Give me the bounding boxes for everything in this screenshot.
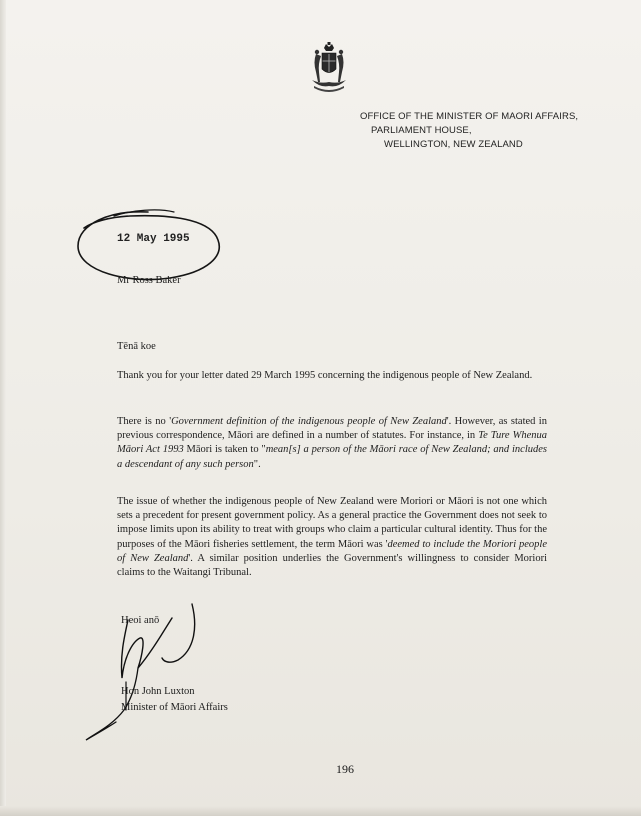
p3-text-a: The issue of whether the indigenous people of New Zealand were Moriori or Māori is not one which sets a precedent for present government policy. As a general practice the Government does not seek to impose limits upon its ability to treat with groups who claim a particular cultural identity. Thus for the purposes of the Māori fisheries settlement, the term Māori was ' [117, 496, 547, 550]
p2-text-g: ". [253, 458, 261, 470]
closing-phrase: Heoi anō [121, 615, 160, 626]
p2-quote-statute: mean[s] a person of the Māori race of New Zealand; and includes a descendant of any such person [117, 444, 547, 470]
p3-text-c: '. A similar position underlies the Government's willingness to consider Moriori claims to the Waitangi Tribunal. [117, 552, 547, 579]
nz-coat-of-arms-icon [308, 42, 350, 92]
paragraph-thanks: Thank you for your letter dated 29 March 1995 concerning the indigenous people of New Zealand. [117, 370, 533, 381]
page-bottom-shadow [0, 806, 641, 816]
signer-title: Minister of Māori Affairs [121, 702, 228, 713]
letterhead-office: OFFICE OF THE MINISTER OF MAORI AFFAIRS, [360, 111, 579, 122]
page-number: 196 [336, 762, 354, 776]
signer-name: Hon John Luxton [121, 686, 195, 697]
paragraph-definition [117, 415, 547, 472]
p2-text-e: Māori is taken to " [183, 444, 266, 456]
letterhead-address [360, 110, 620, 152]
letterhead-building: PARLIAMENT HOUSE, [371, 125, 472, 136]
recipient-name: Mr Ross Baker [117, 275, 181, 286]
p2-quote-government-definition: Government definition of the indigenous people of New Zealand [171, 416, 447, 427]
p2-text-a: There is no ' [117, 416, 172, 427]
p2-text-c: '. However, as stated in previous correspondence, Māori are defined in a number of statutes. For instance, in [117, 416, 547, 442]
letter-date: 12 May 1995 [117, 233, 190, 245]
p2-act-title: Te Ture Whenua Māori Act 1993 [117, 430, 547, 456]
signatory-block [121, 684, 228, 716]
paragraph-moriori [117, 495, 547, 580]
handwritten-signature [80, 598, 240, 748]
salutation: Tēnā koe [117, 341, 156, 352]
p3-quote-deemed: deemed to include the Moriori people of New Zealand [117, 538, 547, 564]
letterhead-city: WELLINGTON, NEW ZEALAND [384, 139, 523, 150]
page-edge-shadow [0, 0, 6, 816]
